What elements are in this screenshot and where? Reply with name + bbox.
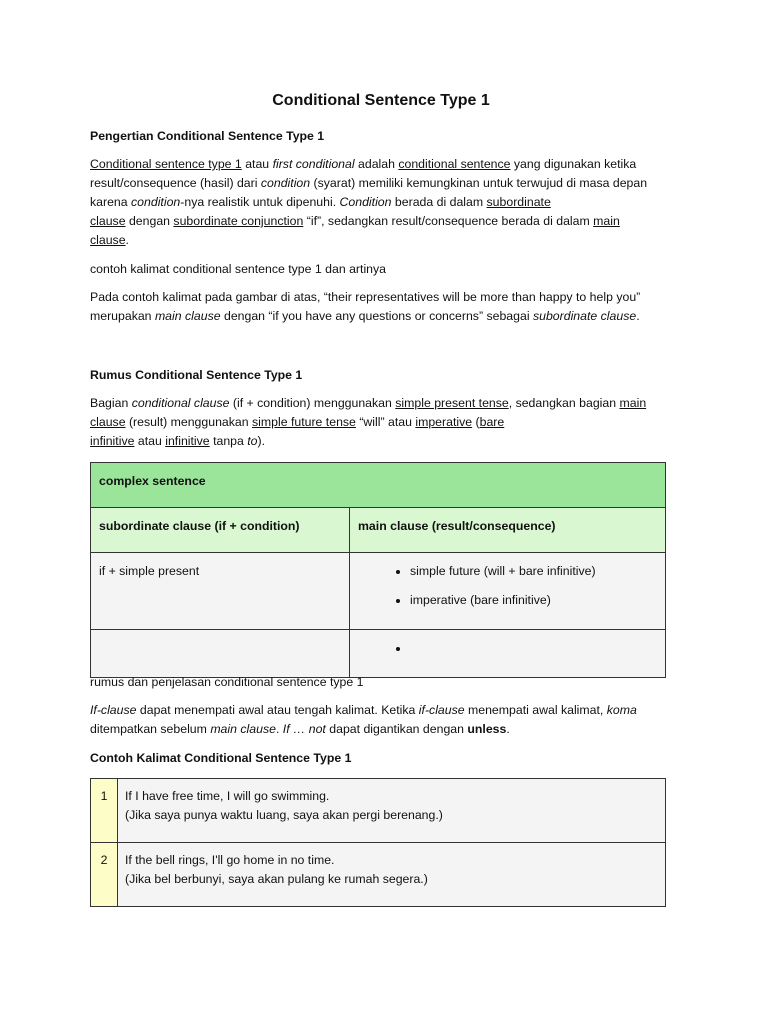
table-header-text: complex sentence — [99, 474, 206, 488]
empty-list — [358, 639, 657, 658]
column-header-subordinate: subordinate clause (if + condition) — [99, 519, 300, 533]
example-translation: (Jika bel berbunyi, saya akan pulang ke rumah segera.) — [125, 872, 428, 886]
link-subordinate-clause[interactable]: subordinate — [486, 195, 551, 209]
image-caption-example: contoh kalimat conditional sentence type 1 dan artinya — [90, 262, 386, 276]
example-text-cell — [118, 843, 666, 907]
table-subheader-cell — [91, 508, 350, 553]
page-title: Conditional Sentence Type 1 — [272, 92, 490, 109]
section-heading-rumus: Rumus Conditional Sentence Type 1 — [90, 368, 303, 382]
table-row — [91, 779, 666, 843]
list-item: • simple future (will + bare infinitive) — [410, 562, 657, 581]
example-english: If I have free time, I will go swimming. — [125, 789, 330, 803]
link-bare-infinitive-2[interactable]: infinitive — [90, 434, 135, 448]
table-header-cell — [91, 463, 666, 508]
if-clause-paragraph: If-clause dapat menempati awal atau tengah kalimat. Ketika if-clause menempati awal kalimat, koma ditempatkan sebelum main clause. If … not dapat digantikan dengan unless. — [90, 703, 637, 736]
table-cell-empty — [91, 630, 350, 678]
link-conditional-sentence-type-1[interactable]: Conditional sentence type 1 — [90, 157, 242, 171]
formula-paragraph: Bagian conditional clause (if + condition) menggunakan simple present tense, sedangkan bagian main clause (result) menggunakan simple future tense “will” atau imperative (bare infinitive atau infinitive tanpa to). — [90, 396, 647, 448]
link-bare-infinitive[interactable]: bare — [479, 415, 505, 429]
link-imperative[interactable]: imperative — [415, 415, 473, 429]
link-subordinate-conjunction[interactable]: subordinate conjunction — [173, 214, 304, 228]
cell-if-simple-present: if + simple present — [99, 564, 200, 578]
result-list — [358, 562, 657, 610]
example-number-cell: 2 — [91, 843, 118, 907]
section-heading-pengertian: Pengertian Conditional Sentence Type 1 — [90, 129, 325, 143]
link-conditional-sentence[interactable]: conditional sentence — [398, 157, 511, 171]
table-caption: rumus dan penjelasan conditional sentence type 1 — [90, 675, 364, 689]
table-cell — [91, 553, 350, 630]
link-main-clause-3[interactable]: main — [619, 396, 647, 410]
list-item: • imperative (bare infinitive) — [410, 591, 657, 610]
table-subheader-cell — [350, 508, 666, 553]
example-text-cell — [118, 779, 666, 843]
formula-table — [90, 462, 666, 678]
example-number-cell: 1 — [91, 779, 118, 843]
example-translation: (Jika saya punya waktu luang, saya akan pergi berenang.) — [125, 808, 443, 822]
link-main-clause-2[interactable]: clause — [90, 233, 126, 247]
definition-paragraph: Conditional sentence type 1 atau first conditional adalah conditional sentence yang digunakan ketika result/consequence (hasil) dari condition (syarat) memiliki kemungkinan untuk terwujud di masa depan karena condition-nya realistik untuk dipenuhi. Condition berada di dalam subordinate clause dengan subordinate conjunction “if”, sedangkan result/consequence berada di dalam main clause. — [90, 157, 648, 247]
examples-table — [90, 778, 666, 907]
example-english: If the bell rings, I'll go home in no time. — [125, 853, 335, 867]
link-main-clause[interactable]: main — [593, 214, 620, 228]
link-main-clause-4[interactable]: clause — [90, 415, 126, 429]
example-explanation-paragraph: Pada contoh kalimat pada gambar di atas, “their representatives will be more than happy to help you” merupakan main clause dengan “if you have any questions or concerns” sebagai subordinate clause. — [90, 290, 641, 323]
link-infinitive[interactable]: infinitive — [165, 434, 210, 448]
link-simple-future-tense[interactable]: simple future tense — [252, 415, 356, 429]
table-row — [91, 843, 666, 907]
link-subordinate-clause-2[interactable]: clause — [90, 214, 126, 228]
table-cell — [350, 630, 666, 678]
table-cell — [350, 553, 666, 630]
link-simple-present-tense[interactable]: simple present tense — [395, 396, 509, 410]
column-header-main: main clause (result/consequence) — [358, 519, 556, 533]
empty-list-item — [410, 639, 657, 658]
section-heading-contoh: Contoh Kalimat Conditional Sentence Type 1 — [90, 751, 352, 765]
